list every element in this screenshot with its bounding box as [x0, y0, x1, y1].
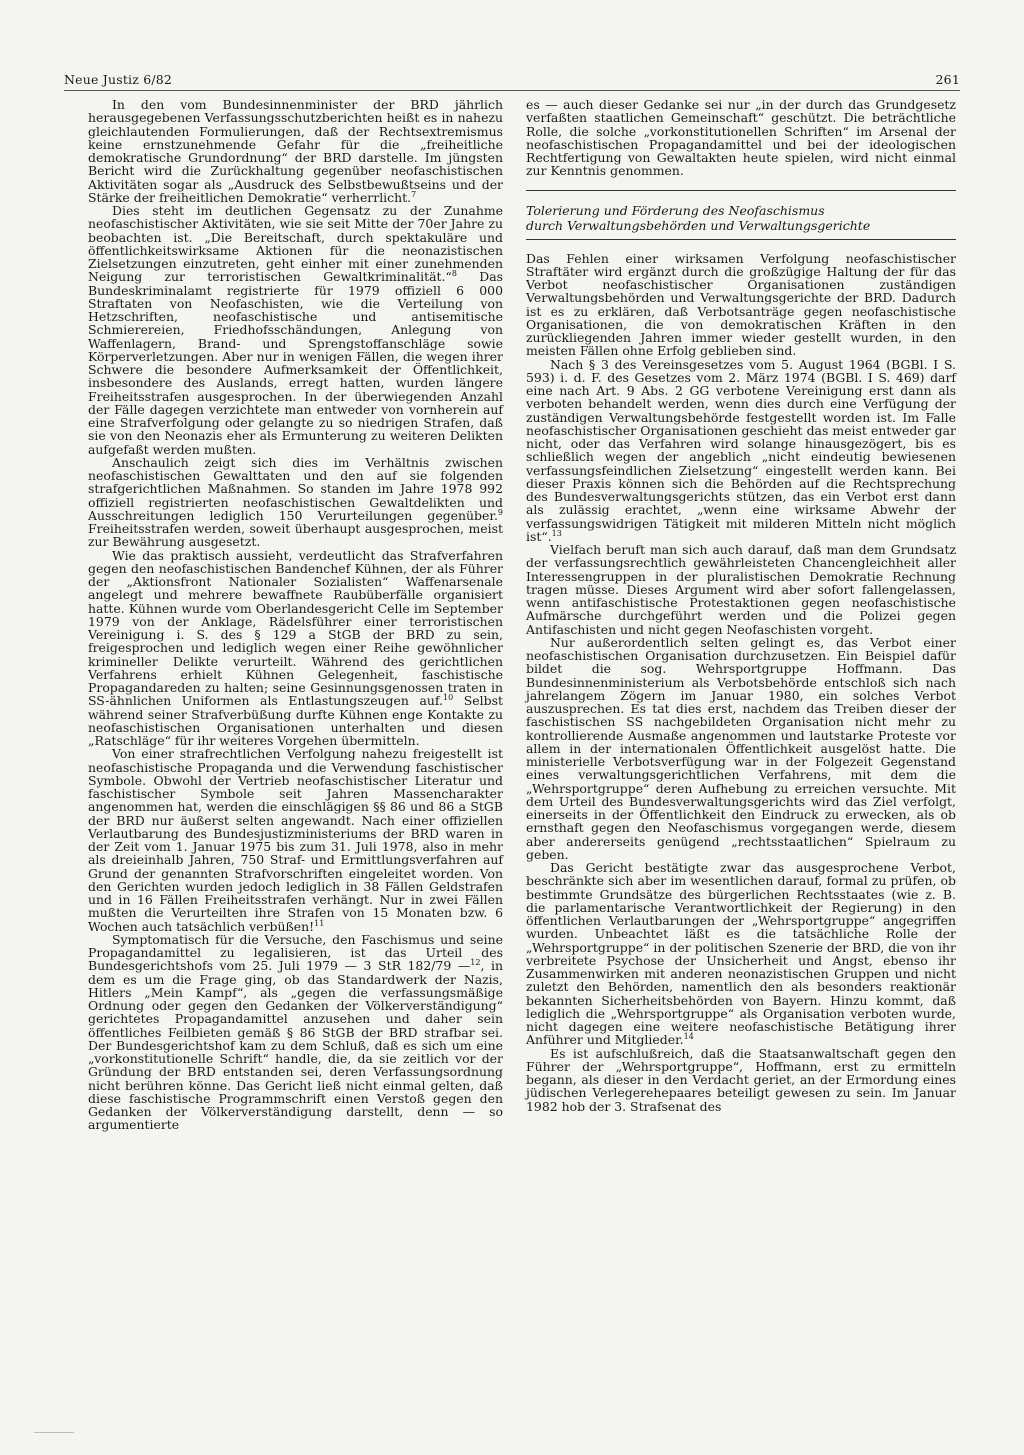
page-header [64, 72, 960, 87]
paragraph [88, 747, 503, 933]
paragraph-text: es — auch dieser Gedanke sei nur „in der durch das Grundgesetz verfaßten staatlichen Gemeinschaft“ geschützt. Die beträchtliche Rolle, die solche „vorkonstitutionellen Schriften“ im Arsenal der neofaschistischen Propagandamittel und bei der ideologischen Rechtfertigung von Gewaltakten heute spielen, wird nicht einmal zur Kenntnis genommen. [526, 97, 956, 179]
paragraph [88, 98, 503, 204]
page-number: 261 [935, 72, 960, 87]
paragraph [526, 252, 956, 358]
paragraph [88, 456, 503, 549]
paragraph-text: Wie das praktisch aussieht, verdeutlicht das Strafverfahren gegen den neofaschistischen Bandenchef Kühnen, der als Führer der „Aktionsfront Nationaler Sozialisten“ Waffenarsenale angelegt und mehrere bewaffnete Raubüberfälle organisiert hatte. Kühnen wurde vom Oberlandesgericht Celle im September 1979 von der Anklage, Rädelsführer einer terroristischen Vereinigung i. S. des § 129 a StGB der BRD zu sein, freigesprochen und lediglich wegen einer Reihe gewöhnlicher krimineller Delikte verurteilt. Während des gerichtlichen Verfahrens erhielt Kühnen Gelegenheit, faschistische Propagandareden zu halten; seine Gesinnungsgenossen traten in SS-ähnlichen Uniformen als Entlastungszeugen auf. [88, 547, 503, 709]
paragraph-text-continued: Freiheitsstrafen werden, soweit überhaupt ausgesprochen, meist zur Bewährung ausgesetzt. [88, 521, 503, 550]
paragraph-text: Symptomatisch für die Versuche, den Faschismus und seine Propagandamittel zu legalisieren, ist das Urteil des Bundesgerichtshofs vom 25. Juli 1979 — 3 StR 182/79 — [88, 931, 503, 974]
footnote-marker: 7 [411, 189, 417, 199]
paragraph-text: Nach § 3 des Vereinsgesetzes vom 5. August 1964 (BGBl. I S. 593) i. d. F. des Gesetzes vom 2. März 1974 (BGBl. I S. 469) darf eine nach Art. 9 Abs. 2 GG verbotene Vereinigung erst dann als verboten behandelt werden, wenn dies durch eine Verfügung der zuständigen Verwaltungsbehörde festgestellt worden ist. Im Falle neofaschistischer Organisationen geschieht das meist entweder gar nicht, oder das Verfahren wird solange hinausgezögert, bis es schließlich wegen der angeblich „nicht eindeutig bewiesenen verfassungsfeindlichen Zielsetzung“ eingestellt werden kann. Bei dieser Praxis können sich die Behörden auf die Rechtsprechung des Bundesverwaltungsgerichts stützen, das ein Verbot erst dann als zulässig erachtet, „wenn eine wirksame Abwehr der verfassungswidrigen Tätigkeit mit milderen Mitteln nicht möglich ist“. [526, 356, 956, 544]
paragraph-text: Das Gericht bestätigte zwar das ausgesprochene Verbot, beschränkte sich aber im wesentlichen darauf, formal zu prüfen, ob bestimmte Grundsätze des bürgerlichen Rechtsstaates (wie z. B. die parlamentarische Verantwortlichkeit der Regierung) in den öffentlichen Verlautbarungen der „Wehrsportgruppe“ angegriffen wurden. Unbeachtet läßt es die tatsächliche Rolle der „Wehrsportgruppe“ in der politischen Szenerie der BRD, die von ihr verbreitete Psychose der Unsicherheit und Angst, ebenso ihr Zusammenwirken mit anderen neonazistischen Gruppen und nicht zuletzt den Behörden, namentlich den als besonders reaktionär bekannten Sicherheitsbehörden von Bayern. Hinzu kommt, daß lediglich die „Wehrsportgruppe“ als Organisation verboten wurde, nicht dagegen eine weitere neofaschistische Betätigung ihrer Anführer und Mitglieder. [526, 860, 956, 1048]
footnote-marker: 8 [451, 269, 457, 279]
paragraph-text-continued: Selbst während seiner Strafverbüßung durfte Kühnen enge Kontakte zu neofaschistischen Organisationen unterhalten und diesen „Ratschläge“ für ihr weiteres Vorgehen übermitteln. [88, 693, 503, 748]
paragraph-text: Das Fehlen einer wirksamen Verfolgung neofaschistischer Straftäter wird ergänzt durch die großzügige Haltung der für das Verbot neofaschistischer Organisationen zuständigen Verwaltungsbehörden und Verwaltungsgerichte der BRD. Dadurch ist es zu erklären, daß Verbotsanträge gegen neofaschistische Organisationen, die von demokratischen Kräften in den zurückliegenden Jahren immer wieder gestellt wurden, in den meisten Fällen ohne Erfolg geblieben sind. [526, 250, 956, 359]
paragraph [88, 204, 503, 456]
journal-issue: Neue Justiz 6/82 [64, 72, 173, 87]
paragraph [526, 636, 956, 861]
paragraph-text: Von einer strafrechtlichen Verfolgung nahezu freigestellt ist neofaschistische Propaganda und die Verwendung faschistischer Symbole. Obwohl der Vertrieb neofaschistischer Literatur und faschistischer Symbole seit Jahren Massencharakter angenommen hat, werden die einschlägigen §§ 86 und 86 a StGB der BRD nur äußerst selten angewandt. Nach einer offiziellen Verlautbarung des Bundesjustizministeriums der BRD waren in der Zeit vom 1. Januar 1975 bis zum 31. Juli 1978, also in mehr als dreieinhalb Jahren, 750 Straf- und Ermittlungsverfahren auf Grund der genannten Strafvorschriften eingeleitet worden. Von den Gerichten wurden jedoch lediglich in 38 Fällen Geldstrafen und in 16 Fällen Freiheitsstrafen verhängt. Nur in zwei Fällen mußten die Verurteilten ihre Strafen von 15 Monaten bzw. 6 Wochen auch tatsächlich verbüßen! [88, 746, 503, 934]
section-rule [526, 190, 956, 191]
footnote-marker: 12 [470, 958, 481, 968]
paragraph-text: Anschaulich zeigt sich dies im Verhältnis zwischen neofaschistischen Gewalttaten und den auf sie folgenden strafgerichtlichen Maßnahmen. So standen im Jahre 1978 992 offiziell registrierten neofaschistischen Gewaltdelikten und Ausschreitungen lediglich 150 Verurteilungen gegenüber. [88, 454, 503, 523]
paragraph-text: In den vom Bundesinnenminister der BRD jährlich herausgegebenen Verfassungsschutzberichten heißt es in nahezu gleichlautenden Formulierungen, daß der Rechtsextremismus keine ernstzunehmende Gefahr für die „freiheitliche demokratische Grundordnung“ der BRD darstelle. Im jüngsten Bericht wird die Zurückhaltung gegenüber neofaschistischen Aktivitäten sogar als „Ausdruck des Selbstbewußtseins und der Stärke der freiheitlichen Demokratie“ verherrlicht. [88, 97, 503, 205]
paragraph [88, 549, 503, 748]
paragraph-text: Vielfach beruft man sich auch darauf, daß man dem Grundsatz der verfassungsrechtlich gewährleisteten Chancengleichheit aller Interessengruppen in der pluralistischen Demokratie Rechnung tragen müsse. Dieses Argument wird aber sofort fallengelassen, wenn antifaschistische Protestaktionen gegen neofaschistische Aufmärsche durchgeführt werden und die Polizei gegen Antifaschisten und nicht gegen Neofaschisten vorgeht. [526, 542, 956, 637]
section-heading-line-1: Tolerierung und Förderung des Neofaschismus [526, 202, 825, 218]
paragraph-text: Dies steht im deutlichen Gegensatz zu der Zunahme neofaschistischer Aktivitäten, wie sie seit Mitte der 70er Jahre zu beobachten ist. „Die Bereitschaft, durch spektakuläre und öffentlichkeitswirksame Aktionen für die neonazistischen Zielsetzungen einzutreten, geht einher mit einer zunehmenden Neigung zur terroristischen Gewaltkriminalität.“ [88, 203, 503, 285]
paragraph [526, 1047, 956, 1113]
footnote-marker: 13 [551, 528, 562, 538]
paragraph [526, 861, 956, 1047]
paragraph [526, 543, 956, 636]
paragraph-text-continued: Das Bundeskriminalamt registrierte für 1979 offiziell 6 000 Straftaten von Neofaschisten, wie die Verteilung von Hetzschriften, neofaschistische und antisemitische Schmierereien, Friedhofsschändungen, Anlegung von Waffenlagern, Brand- und Sprengstoffanschläge sowie Körperverletzungen. Aber nur in wenigen Fällen, die wegen ihrer Schwere die besondere Aufmerksamkeit der Öffentlichkeit, insbesondere des Auslands, erregt hatten, wurden längere Freiheitsstrafen ausgesprochen. In der überwiegenden Anzahl der Fälle dagegen verzichtete man entweder von vornherein auf eine Strafverfolgung oder gelangte zu so niedrigen Strafen, daß sie von den Neonazis eher als Ermunterung zu weiteren Delikten aufgefaßt werden mußten. [88, 269, 503, 457]
right-column-bottom [526, 252, 956, 1113]
paragraph-text-continued: , in dem es um die Frage ging, ob das Standardwerk der Nazis, Hitlers „Mein Kampf“, als „gegen die verfassungsmäßige Ordnung oder gegen den Gedanken der Völkerverständigung“ gerichtetes Propagandamittel anzusehen und daher sein öffentliches Feilbieten gemäß § 86 StGB der BRD strafbar sei. Der Bundesgerichtshof kam zu dem Schluß, daß es sich um eine „vorkonstitutionelle Schrift“ handle, die, da sie zeitlich vor der Gründung der BRD entstanden sei, deren Verfassungsordnung nicht berühren könne. Das Gericht ließ nicht einmal gelten, daß diese faschistische Programmschrift einen Verstoß gegen den Gedanken der Völkerverständigung darstellt, denn — so argumentierte [88, 958, 503, 1133]
footnote-marker: 14 [683, 1032, 694, 1042]
paragraph [526, 358, 956, 544]
footnote-marker: 10 [443, 693, 454, 703]
footnote-marker: 11 [314, 918, 325, 928]
footnote-marker: 9 [497, 507, 503, 517]
section-heading-line-2: durch Verwaltungsbehörden und Verwaltungsgerichte [526, 217, 871, 233]
header-rule [64, 90, 960, 91]
paragraph-text: Nur außerordentlich selten gelingt es, das Verbot einer neofaschistischen Organisation durchzusetzen. Ein Beispiel dafür bildet die sog. Wehrsportgruppe Hoffmann. Das Bundesinnenministerium als Verbotsbehörde entschloß sich nach jahrelangem Zögern im Januar 1980, ein solches Verbot auszusprechen. Es tat dies erst, nachdem das Treiben dieser der faschistischen SS nachgebildeten Organisation nicht mehr zu kontrollierende Ausmaße angenommen und lautstarke Proteste vor allem in der internationalen Öffentlichkeit ausgelöst hatte. Die ministerielle Verbotsverfügung war in der Folgezeit Gegenstand eines verwaltungsgerichtlichen Verfahrens, mit dem die „Wehrsportgruppe“ deren Aufhebung zu erreichen versuchte. Mit dem Urteil des Bundesverwaltungsgerichts wird das Ziel verfolgt, einerseits in der Öffentlichkeit den Eindruck zu erwecken, als ob ernsthaft gegen den Neofaschismus vorgegangen werde, diesem aber andererseits genügend „rechtsstaatlichen“ Spielraum zu geben. [526, 634, 956, 862]
right-column [526, 98, 956, 1113]
section-heading [526, 203, 956, 240]
left-column [88, 98, 503, 1132]
paragraph [526, 98, 956, 178]
paragraph [88, 933, 503, 1132]
scan-mark [34, 1432, 74, 1433]
paragraph-text: Es ist aufschlußreich, daß die Staatsanwaltschaft gegen den Führer der „Wehrsportgruppe“, Hoffmann, erst zu ermitteln begann, als dieser in den Verdacht geriet, an der Ermordung eines jüdischen Verlegerehepaares beteiligt gewesen zu sein. Im Januar 1982 hob der 3. Strafsenat des [526, 1045, 956, 1114]
right-column-top [526, 98, 956, 178]
